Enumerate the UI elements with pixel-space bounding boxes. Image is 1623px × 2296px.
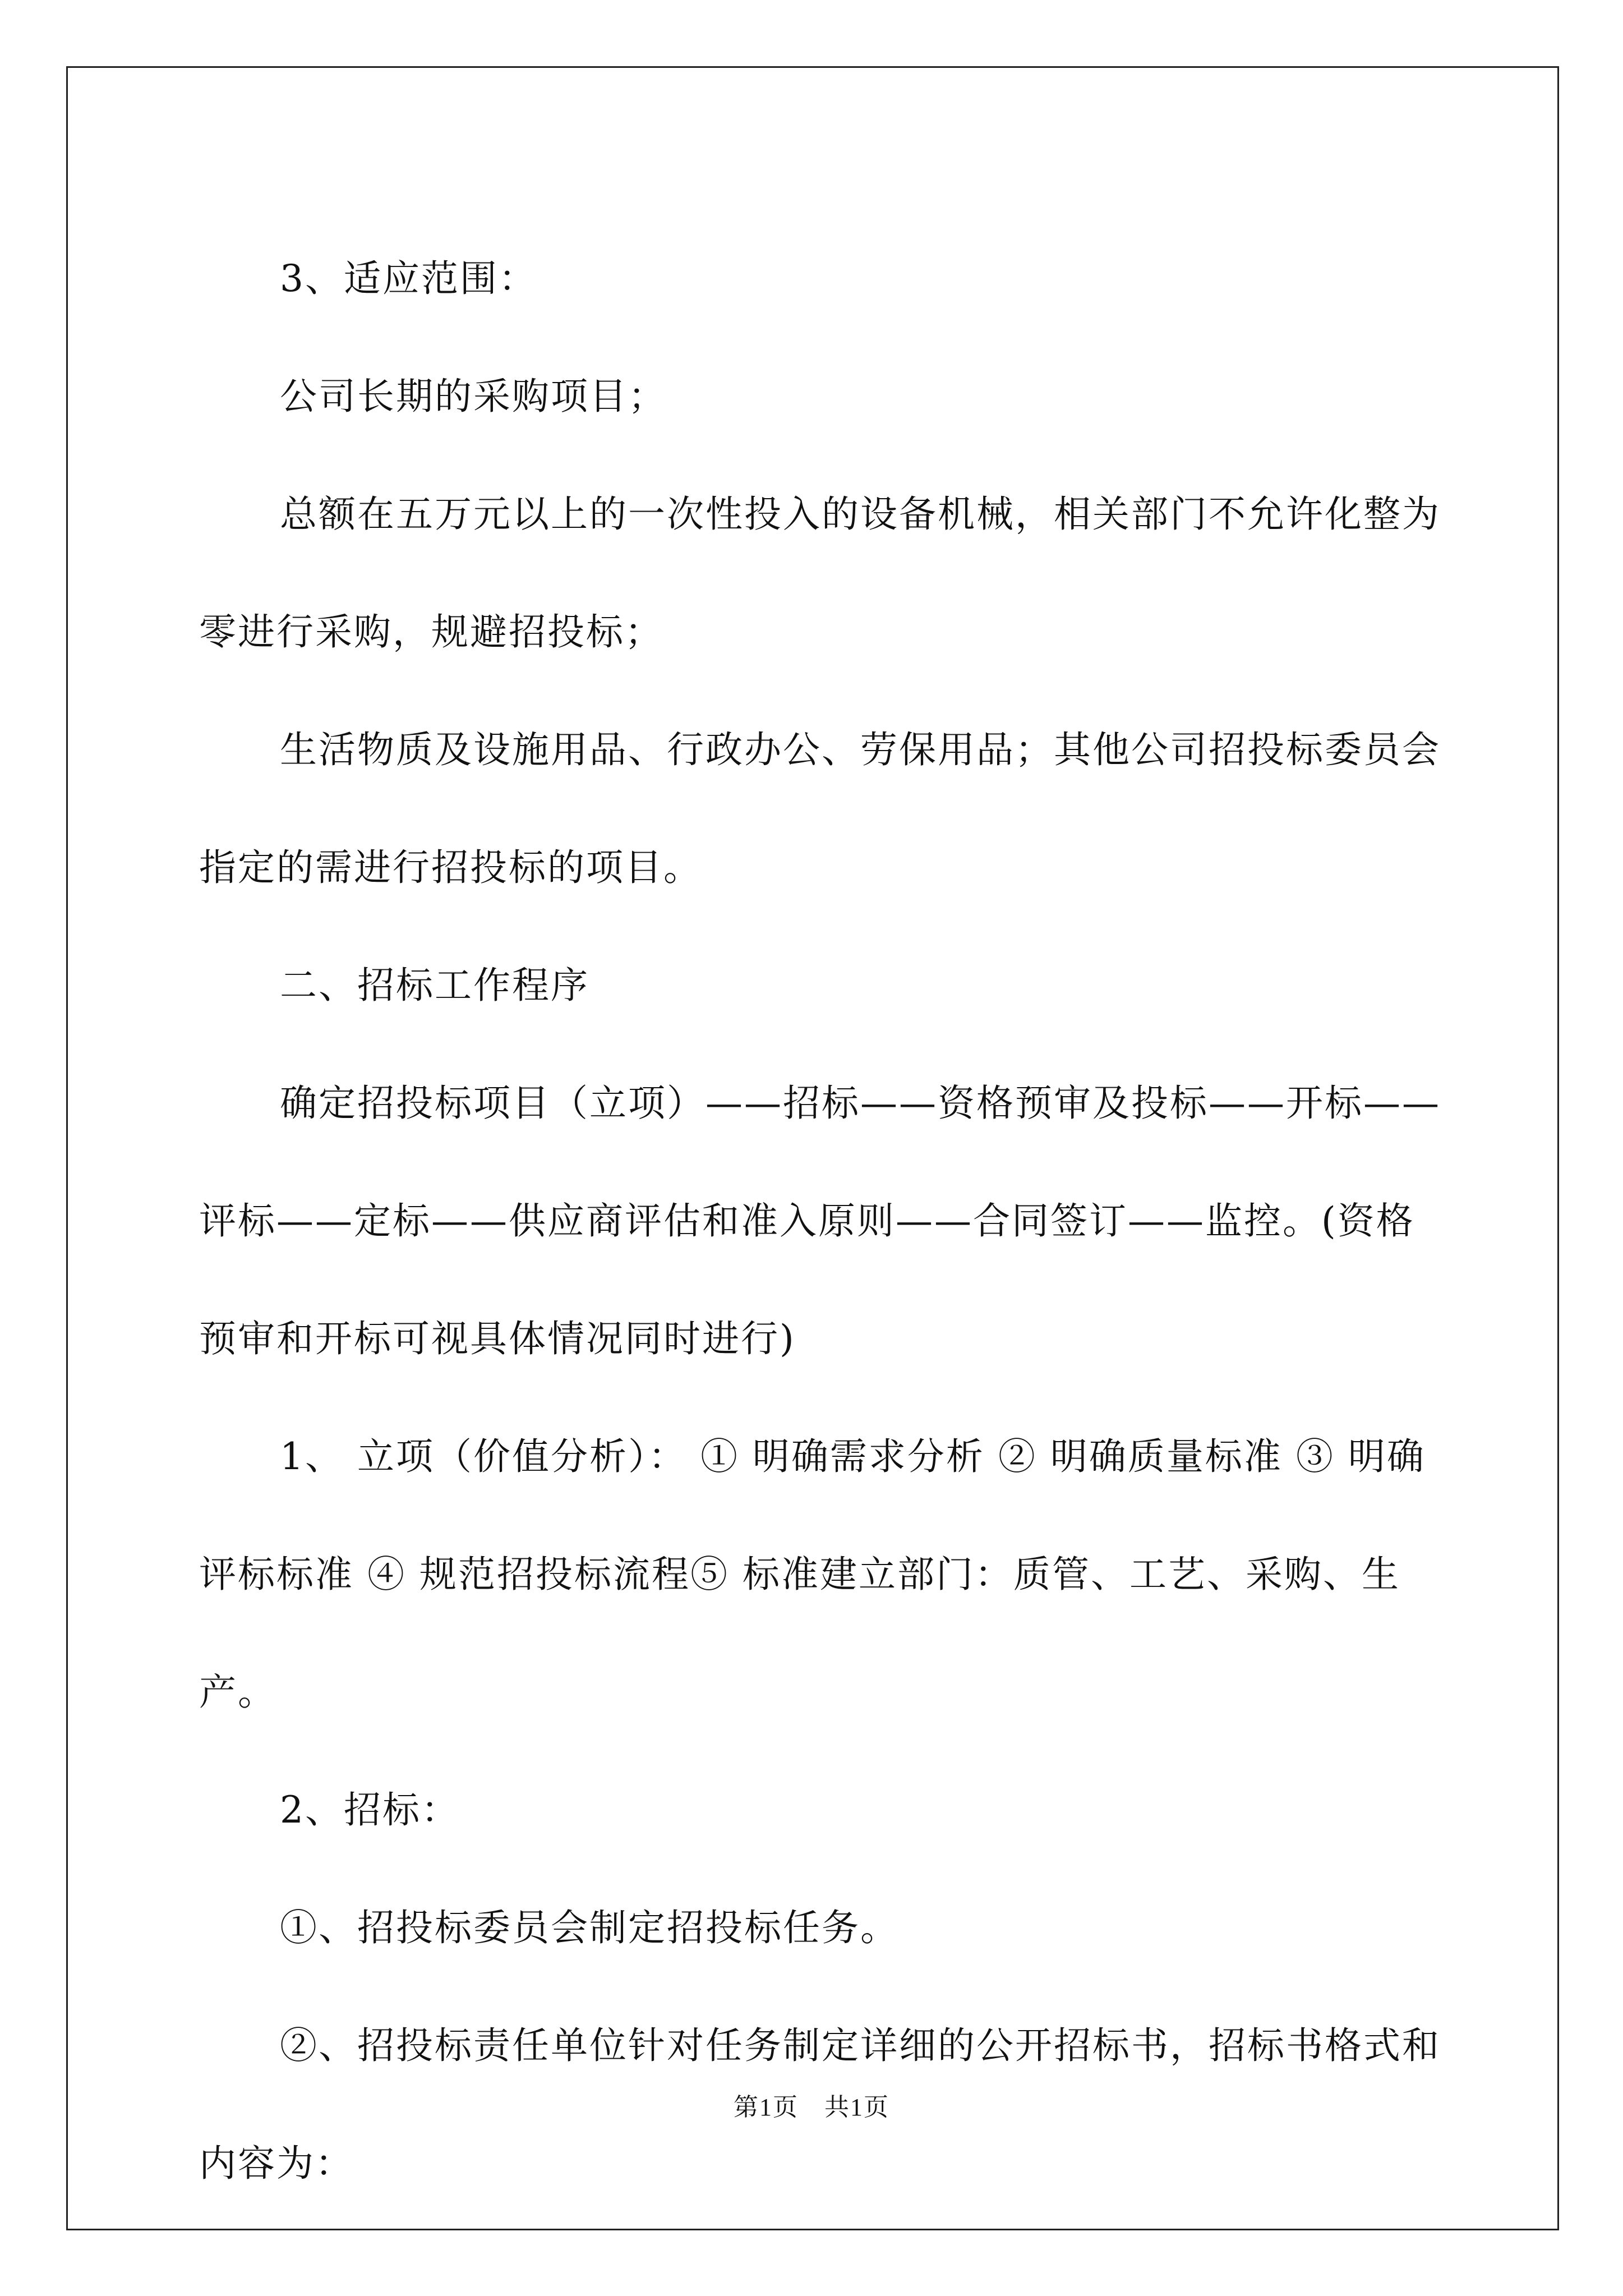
paragraph-procedure-flow: 确定招投标项目（立项）——招标——资格预审及投标——开标——评标——定标——供应商评估和准入原则——合同签订——监控。(资格预审和开标可视具体情况同时进行) — [199, 1082, 1441, 1360]
document-body — [199, 220, 1444, 2223]
paragraph-scope-heading: 3、适应范围： — [280, 257, 537, 300]
page-number-footer: 第1页 共1页 — [734, 2093, 889, 2121]
paragraph-tender-document: ②、招投标责任单位针对任务制定详细的公开招标书，招标书格式和内容为： — [199, 2024, 1441, 2185]
paragraph-procedure-heading: 二、招标工作程序 — [280, 964, 589, 1007]
paragraph-tender-task: ①、招投标委员会制定招投标任务。 — [280, 1906, 899, 1949]
paragraph-equipment-threshold: 总额在五万元以上的一次性投入的设备机械，相关部门不允许化整为零进行采购，规避招投标； — [199, 493, 1441, 654]
paragraph-project-setup: 1、 立项（价值分析）： ① 明确需求分析 ② 明确质量标准 ③ 明确评标标准 ④ 规范招投标流程⑤ 标准建立部门：质管、工艺、采购、生产。 — [199, 1435, 1426, 1714]
paragraph-tendering-heading: 2、招标： — [280, 1788, 460, 1832]
paragraph-supplies: 生活物质及设施用品、行政办公、劳保用品；其他公司招投标委员会指定的需进行招投标的项目。 — [199, 728, 1441, 889]
paragraph-long-term-procurement: 公司长期的采购项目； — [280, 375, 667, 418]
